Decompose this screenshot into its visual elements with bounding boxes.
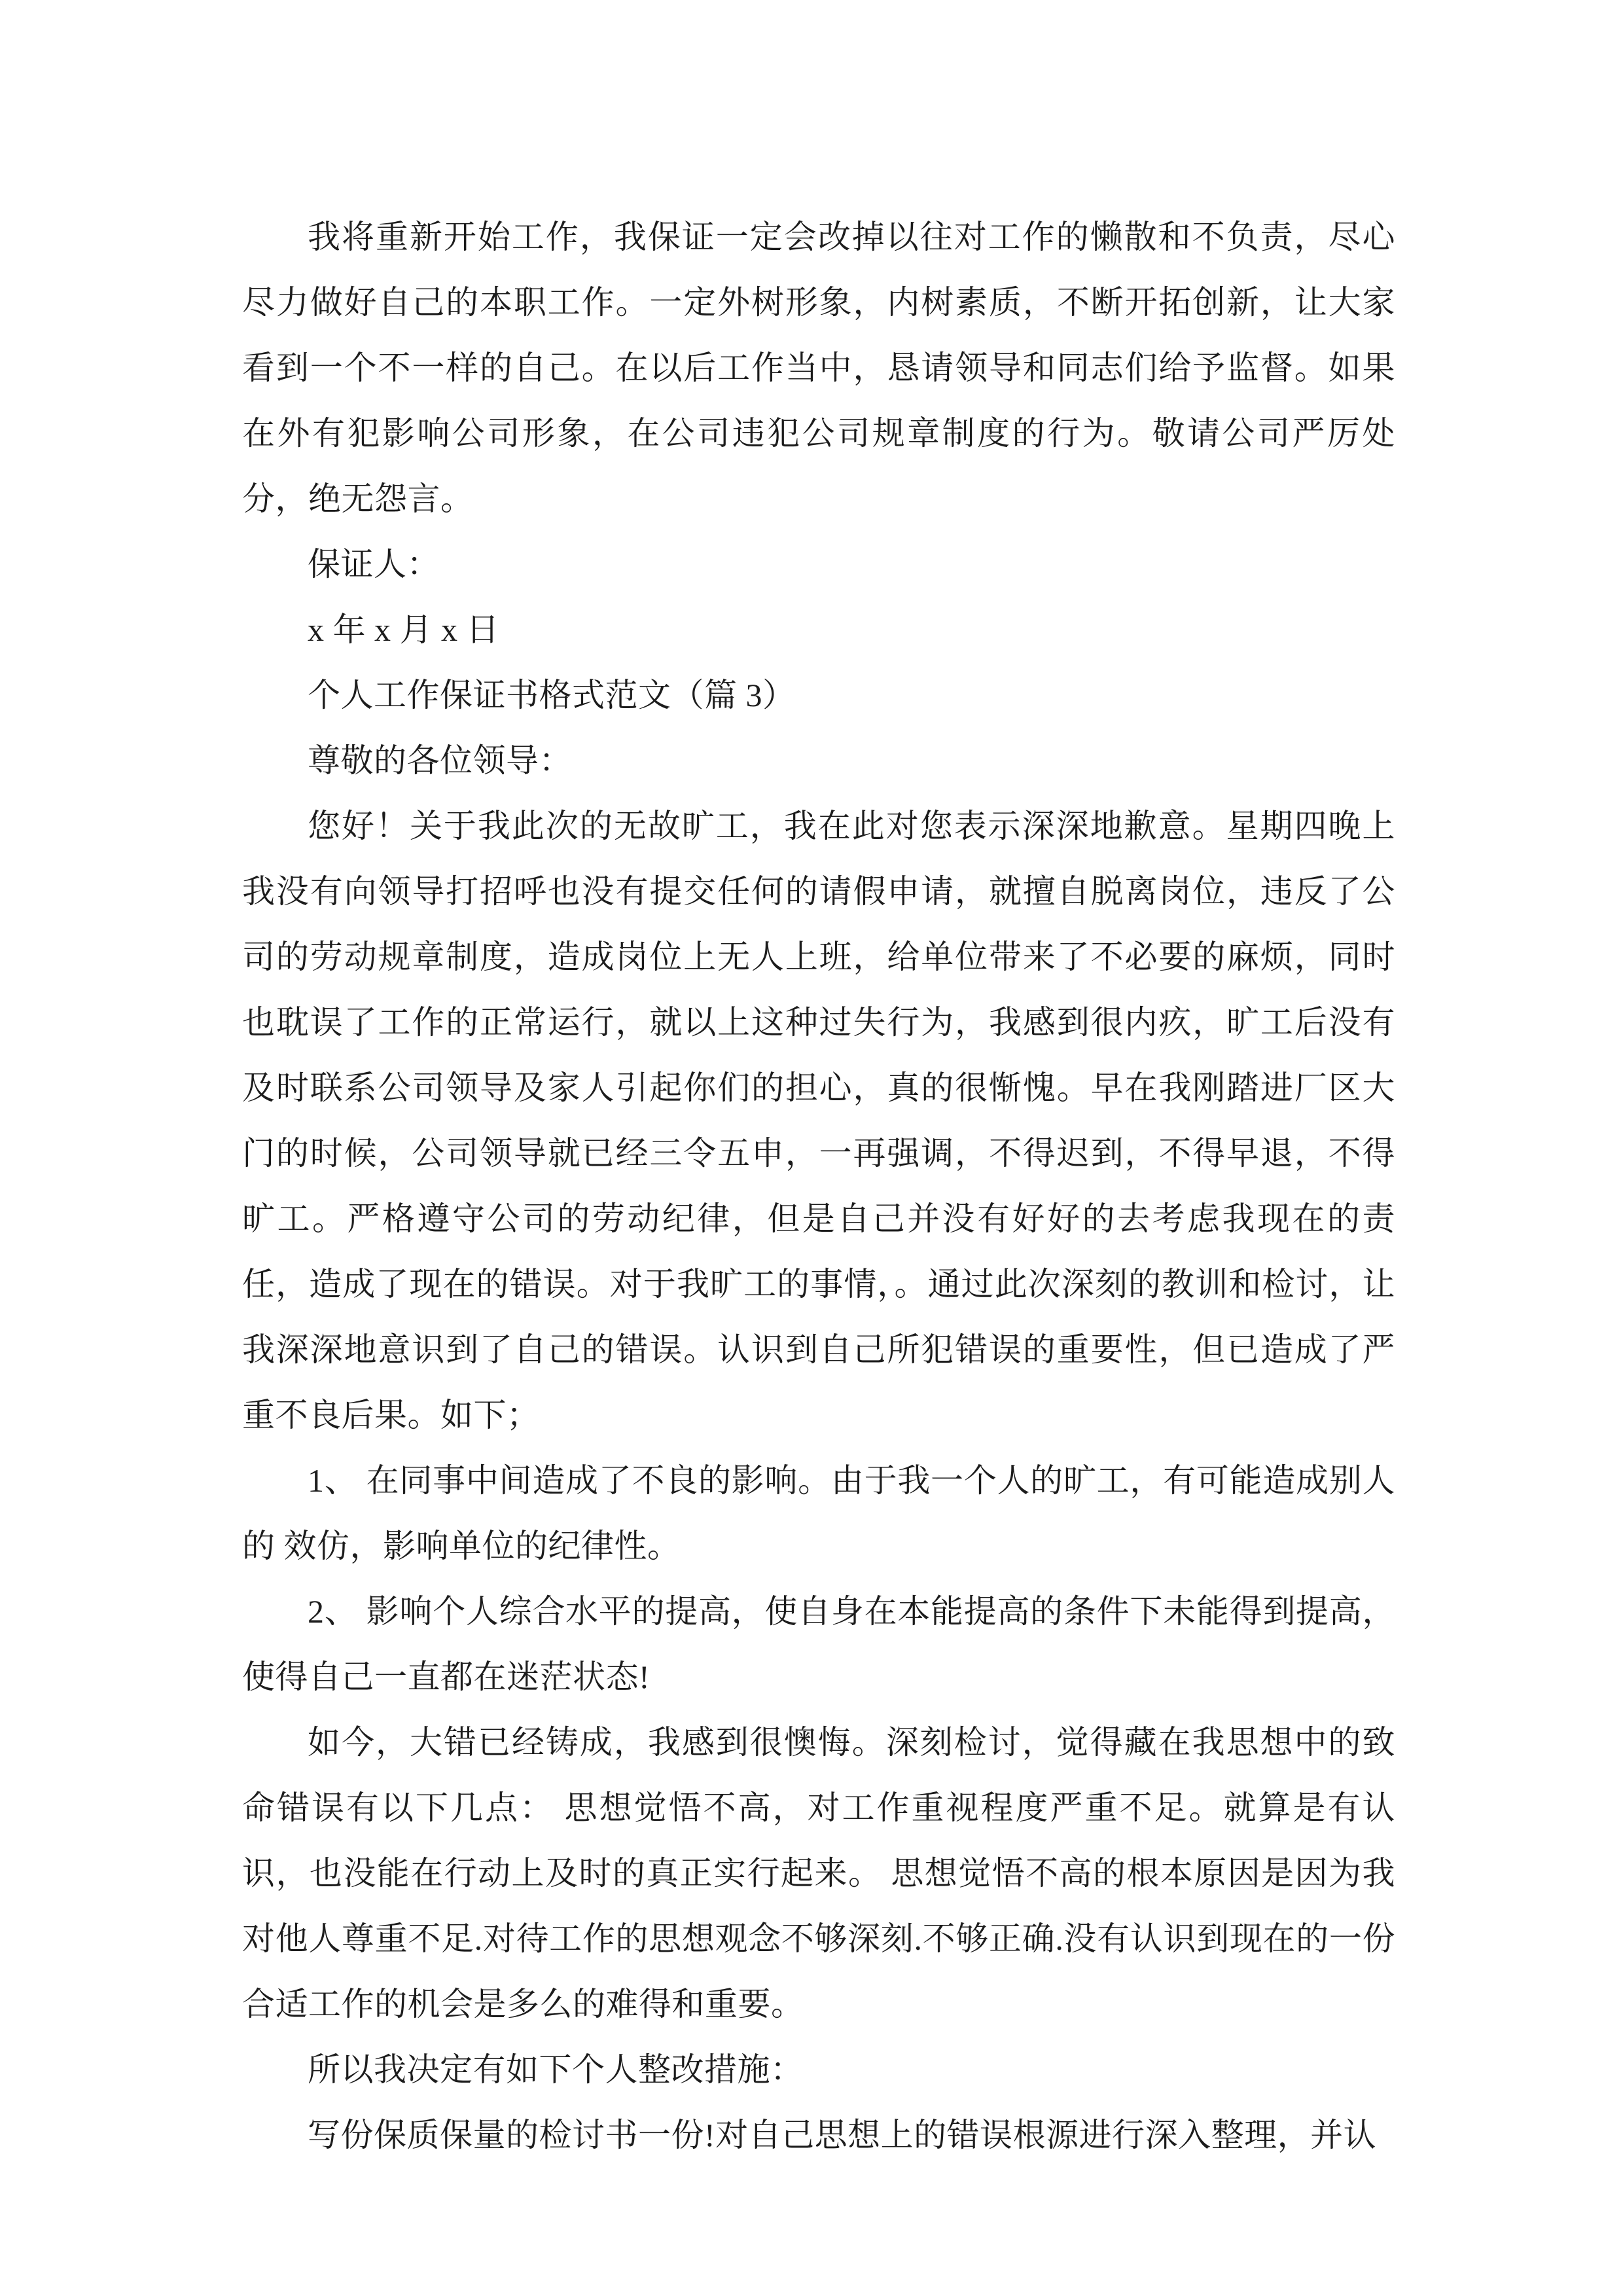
paragraph: 个人工作保证书格式范文（篇 3） xyxy=(308,677,796,713)
paragraph: x 年 x 月 x 日 xyxy=(308,611,499,648)
paragraph: 您好！关于我此次的无故旷工，我在此对您表示深深地歉意。星期四晚上我没有向领导打招呼也没有提交任何的请假申请，就擅自脱离岗位，违反了公司的劳动规章制度，造成岗位上无人上班，给单位带来了不必要的麻烦，同时也耽误了工作的正常运行，就以上这种过失行为，我感到很内疚，旷工后没有及时联系公司领导及家人引起你们的担心，真的很惭愧。早在我刚踏进厂区大门的时候，公司领导就已经三令五申，一再强调，不得迟到，不得早退，不得旷工。严格遵守公司的劳动纪律，但是自己并没有好好的去考虑我现在的责任，造成了现在的错误。对于我旷工的事情，。通过此次深刻的教训和检讨，让我深深地意识到了自己的错误。认识到自己所犯错误的重要性，但已造成了严重不良后果。如下； xyxy=(242,808,1395,1433)
paragraph: 我将重新开始工作，我保证一定会改掉以往对工作的懒散和不负责，尽心尽力做好自己的本职工作。一定外树形象，内树素质，不断开拓创新，让大家看到一个不一样的自己。在以后工作当中，恳请领导和同志们给予监督。如果在外有犯影响公司形象，在公司违犯公司规章制度的行为。敬请公司严厉处分，绝无怨言。 xyxy=(242,219,1395,517)
paragraph: 2、 影响个人综合水平的提高，使自身在本能提高的条件下未能得到提高，使得自己一直都在迷茫状态! xyxy=(242,1593,1395,1695)
paragraph: 写份保质保量的检讨书一份!对自己思想上的错误根源进行深入整理，并认 xyxy=(308,2117,1377,2153)
paragraph: 1、 在同事中间造成了不良的影响。由于我一个人的旷工，有可能造成别人的 效仿，影响单位的纪律性。 xyxy=(242,1462,1395,1564)
document-body xyxy=(242,204,1395,2168)
paragraph: 所以我决定有如下个人整改措施： xyxy=(308,2051,804,2088)
paragraph: 保证人： xyxy=(308,546,440,583)
paragraph: 尊敬的各位领导： xyxy=(308,742,572,779)
paragraph: 如今，大错已经铸成，我感到很懊悔。深刻检讨，觉得藏在我思想中的致命错误有以下几点： 思想觉悟不高，对工作重视程度严重不足。就算是有认识，也没能在行动上及时的真正实行起来。 思想觉悟不高的根本原因是因为我对他人尊重不足.对待工作的思想观念不够深刻.不够正确.没有认识到现在的一份合适工作的机会是多么的难得和重要。 xyxy=(242,1724,1395,2022)
